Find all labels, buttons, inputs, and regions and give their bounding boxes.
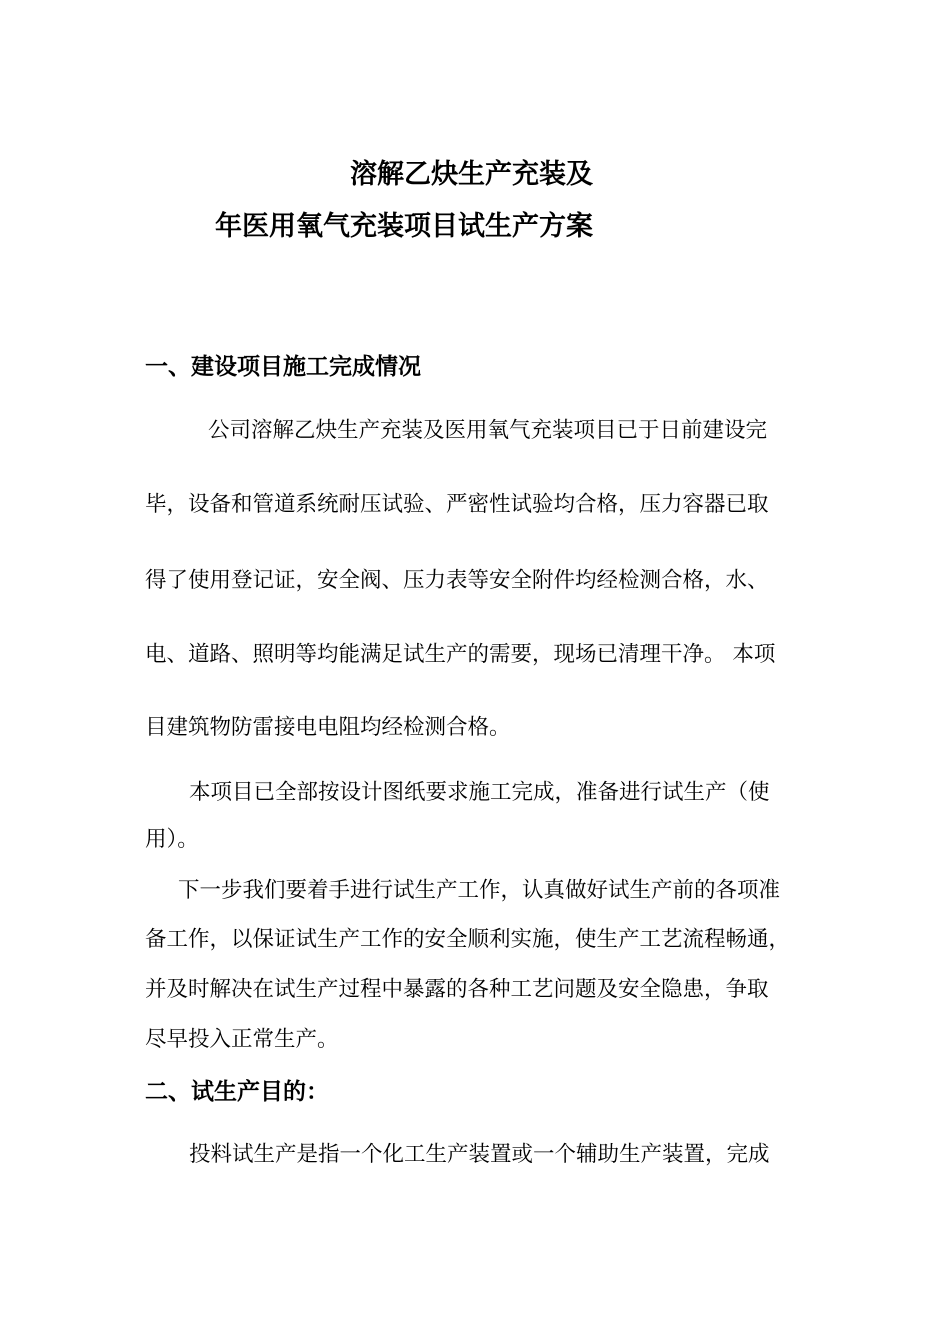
section-1-para-1-line-5: 目建筑物防雷接电电阻均经检测合格。 — [145, 715, 511, 740]
section-1-para-3-line-4: 尽早投入正常生产。 — [145, 1027, 339, 1052]
section-1-para-1-line-4: 电、道路、照明等均能满足试生产的需要，现场已清理干净。 本项 — [145, 642, 776, 667]
section-2-para-1-line-1: 投料试生产是指一个化工生产装置或一个辅助生产装置，完成 — [189, 1142, 770, 1167]
section-1-para-3-line-2: 备工作，以保证试生产工作的安全顺利实施，使生产工艺流程畅通， — [145, 927, 791, 952]
title-line-1: 溶解乙炔生产充装及 — [350, 159, 593, 190]
section-1-para-2-line-1: 本项目已全部按设计图纸要求施工完成，准备进行试生产（使 — [189, 780, 770, 805]
title-line-2: 年医用氧气充装项目试生产方案 — [215, 211, 593, 242]
section-2-heading: 二、试生产目的： — [145, 1078, 329, 1105]
section-1-para-3-line-3: 并及时解决在试生产过程中暴露的各种工艺问题及安全隐患，争取 — [145, 977, 769, 1002]
section-1-para-3-line-1: 下一步我们要着手进行试生产工作，认真做好试生产前的各项准 — [178, 878, 781, 903]
section-1-para-1-line-1: 公司溶解乙炔生产充装及医用氧气充装项目已于日前建设完 — [208, 418, 768, 443]
section-1-heading: 一、建设项目施工完成情况 — [145, 353, 421, 380]
section-1-para-2-line-2: 用）。 — [145, 827, 199, 852]
section-1-para-1-line-2: 毕，设备和管道系统耐压试验、严密性试验均合格，压力容器已取 — [145, 492, 769, 517]
section-1-para-1-line-3: 得了使用登记证，安全阀、压力表等安全附件均经检测合格，水、 — [145, 568, 769, 593]
